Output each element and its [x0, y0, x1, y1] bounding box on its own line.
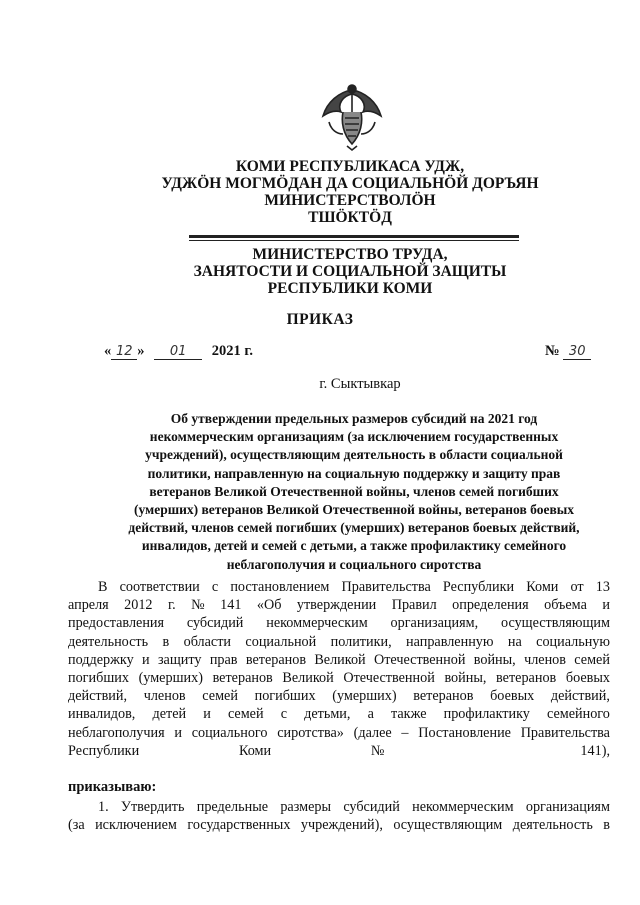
date-month: 01 [154, 344, 202, 360]
word: ветеранов [496, 670, 557, 687]
item-1-line [68, 798, 610, 816]
word: Великой [314, 651, 366, 668]
word: ветеранов [212, 670, 273, 687]
city: г. Сыктывкар [319, 376, 401, 392]
word: В [98, 579, 108, 595]
word: социального [191, 724, 268, 741]
word: погибших [254, 688, 316, 705]
word: деятельность [68, 633, 149, 650]
word: неблагополучия [68, 724, 165, 741]
word: исключением [95, 817, 177, 834]
subject-line: инвалидов, детей и семей с детьми, а также профилактику семейного [141, 538, 567, 554]
word: направленную [406, 633, 494, 650]
word: соответствии [119, 579, 200, 595]
header-komi-line-2: УДЖӦН МОГМӦДАН ДА СОЦИАЛЬНӦЙ ДОРЪЯН [161, 175, 539, 192]
word: субсидий [186, 615, 244, 632]
word: организациям [525, 799, 610, 815]
subject-line: политики, направленную на социальную поддержку и защиту прав [147, 465, 561, 481]
header-komi-line-4: ТШӦКТӦД [308, 209, 392, 226]
word: с [280, 706, 288, 723]
word: социальной [245, 633, 317, 650]
word: инвалидов, [68, 706, 136, 723]
word: действий, [550, 688, 610, 705]
word: Отечественной [373, 651, 466, 668]
word: семей [202, 688, 238, 705]
preamble-line [68, 578, 610, 596]
header-ru-line-1: МИНИСТЕРСТВО ТРУДА, [252, 246, 448, 263]
subject-line: учреждений), осуществляющим деятельность в области социальной [145, 447, 563, 463]
word: определения [452, 597, 529, 614]
order-number-label: № [545, 343, 560, 359]
item-1 [68, 798, 610, 834]
word: утверждении [296, 597, 377, 614]
word: детей [152, 706, 187, 723]
subject-line: действий, членов семей погибших (умерших) ветеранов боевых действий, [128, 520, 580, 536]
word: погибших [68, 670, 129, 687]
word: № [191, 597, 205, 614]
word: предельные [196, 799, 269, 815]
word: (умерших) [138, 670, 203, 687]
word: членов [524, 651, 566, 668]
word: некоммерческим [266, 615, 368, 632]
preamble-line [68, 614, 610, 632]
word: организациям, [390, 615, 479, 632]
word: деятельность [512, 817, 593, 834]
preamble-line [68, 596, 610, 614]
word: Отечественной [343, 670, 435, 687]
word: профилактику [443, 706, 530, 723]
word: Правительства [341, 579, 431, 595]
header-komi-line-1: КОМИ РЕСПУБЛИКАСА УДЖ, [235, 158, 465, 175]
word: поддержку [68, 651, 134, 668]
word: Коми [526, 579, 559, 595]
word: в [162, 633, 170, 650]
komi-republic-emblem-icon [319, 82, 385, 152]
word: «Об [256, 597, 282, 614]
word: Утвердить [120, 799, 185, 815]
preamble [68, 578, 610, 760]
word: семейного [546, 706, 610, 723]
subject-line: неблагополучия и социального сиротства [226, 556, 482, 572]
word: членов [143, 688, 186, 705]
word: Республики [442, 579, 515, 595]
word: действий, [68, 688, 128, 705]
preamble-line [68, 651, 610, 669]
word: войны, [473, 651, 516, 668]
word: размеры [280, 799, 332, 815]
header-komi-line-3: МИНИСТЕРСТВОЛӦН [264, 192, 436, 209]
word: Постановление [418, 724, 511, 741]
header-divider-thick [189, 235, 519, 238]
word: с [211, 579, 219, 595]
word: осуществляющим [501, 615, 610, 632]
header-divider-thin [189, 240, 519, 241]
decree-word: приказываю: [68, 779, 157, 795]
word: также [391, 706, 427, 723]
word: войны, [444, 670, 487, 687]
header-ru [100, 246, 600, 297]
word: государственных [187, 817, 291, 834]
word: 1. [98, 799, 109, 815]
word: апреля [68, 597, 109, 614]
word: (умерших) [332, 688, 397, 705]
preamble-line [68, 669, 610, 687]
word: от [570, 579, 584, 595]
word: и [174, 724, 182, 741]
word: (за [68, 817, 85, 834]
preamble-line [68, 724, 610, 742]
header-ru-line-2: ЗАНЯТОСТИ И СОЦИАЛЬНОЙ ЗАЩИТЫ [193, 263, 507, 280]
word: Правил [391, 597, 437, 614]
item-1-line [68, 816, 610, 834]
word: боевых [490, 688, 535, 705]
word: детьми, [304, 706, 351, 723]
word: прав [209, 651, 238, 668]
word: а [367, 706, 374, 723]
word: области [183, 633, 232, 650]
order-subject [104, 410, 604, 574]
word: сиротства» [277, 724, 344, 741]
preamble-line: Республики Коми № 141), [68, 742, 610, 759]
word: ветеранов [413, 688, 474, 705]
word: и [203, 706, 211, 723]
word: – [401, 724, 409, 741]
date-year: 2021 г. [211, 343, 253, 359]
word: семей [227, 706, 264, 723]
word: учреждений), [300, 817, 383, 834]
word: социальную [536, 633, 610, 650]
word: ветеранов [245, 651, 307, 668]
word: объема [544, 597, 587, 614]
header-ru-line-3: РЕСПУБЛИКИ КОМИ [267, 280, 433, 297]
subject-line: Об утверждении предельных размеров субсидий на 2021 год [170, 411, 538, 426]
word: боевых [565, 670, 610, 687]
date-close-quote: » [137, 343, 145, 359]
word: в [603, 817, 610, 834]
word: 2012 [124, 597, 153, 614]
word: 141 [220, 597, 242, 614]
date-open-quote: « [104, 343, 112, 359]
word: Великой [282, 670, 334, 687]
word: субсидий [343, 799, 400, 815]
word: семей [574, 651, 610, 668]
order-date [104, 343, 253, 360]
preamble-line [68, 687, 610, 705]
date-day: 12 [111, 344, 137, 360]
word: предоставления [68, 615, 165, 632]
word: защиту [157, 651, 202, 668]
order-title: ПРИКАЗ [286, 311, 354, 328]
word: и [602, 597, 610, 614]
word: осуществляющим [393, 817, 503, 834]
word: политики, [330, 633, 392, 650]
subject-line: ветеранов Великой Отечественной войны, членов семей погибших [149, 483, 559, 499]
header-komi [100, 158, 600, 226]
word: 13 [595, 579, 610, 595]
word: постановлением [230, 579, 330, 595]
preamble-line [68, 633, 610, 651]
preamble-line [68, 705, 610, 723]
subject-line: (умерших) ветеранов Великой Отечественной войны, ветеранов боевых [133, 502, 575, 518]
order-number-value: 30 [563, 344, 591, 360]
word: некоммерческим [412, 799, 514, 815]
subject-line: некоммерческим организациям (за исключением государственных [149, 429, 559, 445]
order-number [545, 343, 591, 360]
word: и [142, 651, 150, 668]
word: г. [167, 597, 176, 614]
word: Правительства [520, 724, 610, 741]
word: (далее [353, 724, 392, 741]
word: на [507, 633, 522, 650]
